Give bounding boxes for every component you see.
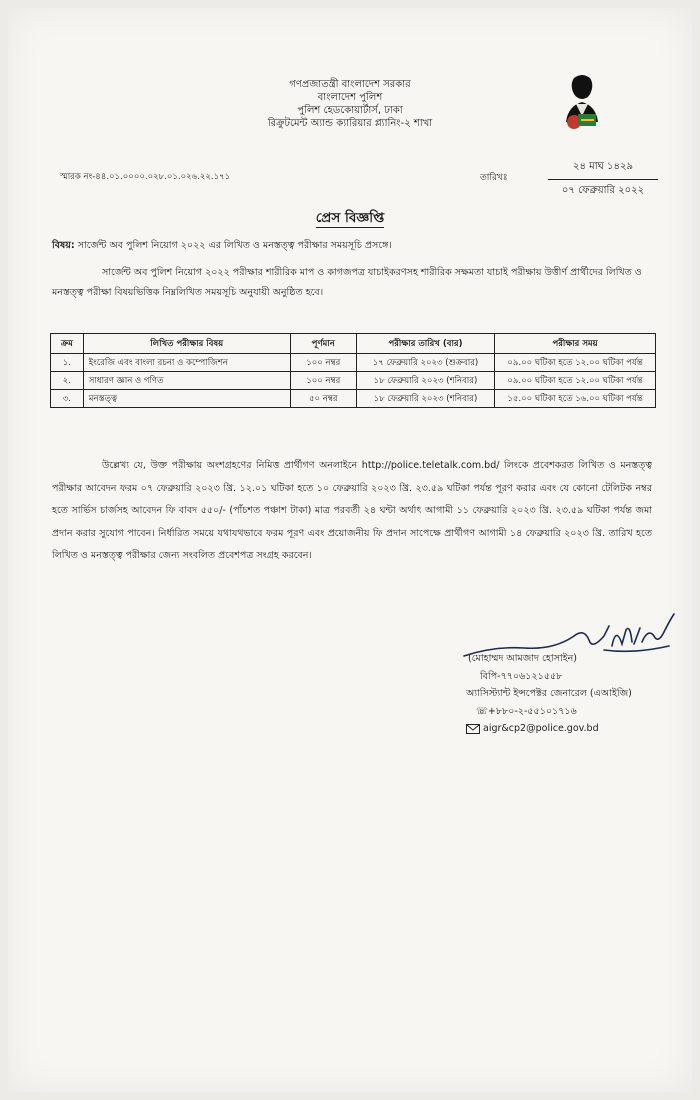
date-english: ০৭ ফেব্রুয়ারি ২০২২ bbox=[561, 185, 645, 196]
cell-serial: ৩. bbox=[51, 390, 84, 408]
signatory-email: aigr&cp2@police.gov.bd bbox=[483, 723, 599, 734]
document-title bbox=[0, 207, 700, 230]
subject-text: সার্জেন্ট অব পুলিশ নিয়োগ ২০২২ এর লিখিত ও মনস্তত্ত্ব পরীক্ষার সময়সূচি প্রসঙ্গে। bbox=[77, 240, 392, 251]
schedule-table bbox=[50, 333, 656, 408]
subject-line bbox=[52, 239, 392, 254]
table-header-row bbox=[51, 334, 656, 354]
cell-date: ১৮ ফেব্রুয়ারি ২০২৩ (শনিবার) bbox=[356, 372, 494, 390]
cell-subject: ইংরেজি এবং বাংলা রচনা ও কম্পোজিশন bbox=[83, 354, 290, 372]
signatory-bp: বিপি-৭৭০৬১২১৫৫৮ bbox=[480, 670, 563, 682]
cell-time: ১৫.০০ ঘটিকা হতে ১৬.০০ ঘটিকা পর্যন্ত bbox=[495, 390, 656, 408]
table-row bbox=[51, 354, 656, 372]
date-block bbox=[548, 156, 658, 203]
header-line-3: পুলিশ হেডকোয়ার্টার্স, ঢাকা bbox=[297, 105, 403, 116]
signatory-name: (মোহাম্মদ আমজাদ হোসাইন) bbox=[468, 653, 577, 664]
portrait-emblem-icon bbox=[552, 70, 610, 132]
signatory-phone: ☏+৮৮০-২-৫৫১০১৭১৬ bbox=[476, 705, 577, 717]
header-line-2: বাংলাদেশ পুলিশ bbox=[317, 92, 383, 103]
cell-marks: ১০০ নম্বর bbox=[290, 354, 356, 372]
cell-serial: ১. bbox=[51, 354, 84, 372]
note-paragraph: উল্লেখ্য যে, উক্ত পরীক্ষায় অংশগ্রহণের নিমিত্ত প্রার্থীগণ অনলাইনে http://police.teletalk.com.bd/ লিংকে প্রবেশকরত লিখিত ও মনস্তত্ত্ব পরীক্ষার আবেদন ফরম ০৭ ফেব্রুয়ারি ২০২৩ খ্রি. ১২.০১ ঘটিকা হতে ১০ ফেব্রুয়ারি ২০২৩ খ্রি. ২৩.৫৯ ঘটিকা পর্যন্ত পূরণ করার এবং যে কোনো টেলিটক নম্বর হতে সার্ভিস চার্জসহ আবেদন ফি বাবদ ৫৫০/- (পাঁচশত পঞ্চাশ টাকা) মাত্র পরবর্তী ২৪ ঘন্টা অর্থাৎ আগামী ১১ ফেব্রুয়ারি ২০২৩ খ্রি. ২৩.৫৯ ঘটিকা পর্যন্ত জমা প্রদান করার সুযোগ পাবেন। নির্ধারিত সময়ে যথাযথভাবে ফরম পূরণ এবং প্রয়োজনীয় ফি প্রদান সাপেক্ষে প্রার্থীগণ আগামী ১৪ ফেব্রুয়ারি ২০২৩ খ্রি. তারিখ হতে লিখিত ও মনস্তত্ত্ব পরীক্ষার জেন্য সংবলিত প্রবেশপত্র সংগ্রহ করবেন। bbox=[52, 460, 652, 561]
cell-date: ১৮ ফেব্রুয়ারি ২০২৩ (শনিবার) bbox=[356, 390, 494, 408]
header-date: পরীক্ষার তারিখ (বার) bbox=[356, 334, 494, 354]
intro-paragraph: সার্জেন্ট অব পুলিশ নিয়োগ ২০২২ পরীক্ষার শারীরিক মাপ ও কাগজপত্র যাচাইকরণসহ শারীরিক সক্ষমতা যাচাই পরীক্ষায় উত্তীর্ণ প্রার্থীদের লিখিত ও মনস্তত্ত্ব পরীক্ষা বিষয়ভিত্তিক নিম্নলিখিত সময়সূচি অনুযায়ী অনুষ্ঠিত হবে। bbox=[52, 267, 642, 298]
header-marks: পূর্ণমান bbox=[290, 334, 356, 354]
table-row bbox=[51, 390, 656, 408]
subject-label: বিষয়: bbox=[52, 240, 75, 251]
signatory-designation: অ্যাসিস্ট্যান্ট ইন্সপেক্টর জেনারেল (এআইজি) bbox=[466, 688, 632, 699]
cell-serial: ২. bbox=[51, 372, 84, 390]
date-bangla: ২৪ মাঘ ১৪২৯ bbox=[548, 156, 658, 180]
header-line-4: রিক্রুটমেন্ট অ্যান্ড ক্যারিয়ার প্ল্যানিং-২ শাখা bbox=[267, 118, 433, 129]
title-text: প্রেস বিজ্ঞপ্তি bbox=[315, 210, 385, 226]
header-time: পরীক্ষার সময় bbox=[495, 334, 656, 354]
cell-time: ০৯.০০ ঘটিকা হতে ১২.০০ ঘটিকা পর্যন্ত bbox=[495, 372, 656, 390]
cell-time: ০৯.০০ ঘটিকা হতে ১২.০০ ঘটিকা পর্যন্ত bbox=[495, 354, 656, 372]
envelope-icon bbox=[466, 724, 480, 734]
cell-marks: ১০০ নম্বর bbox=[290, 372, 356, 390]
date-label: তারিখঃ bbox=[480, 173, 508, 183]
signature-block bbox=[462, 650, 632, 738]
header-line-1: গণপ্রজাতন্ত্রী বাংলাদেশ সরকার bbox=[289, 79, 411, 90]
header-serial: ক্রম bbox=[51, 334, 84, 354]
table-row bbox=[51, 372, 656, 390]
memo-number: স্মারক নং-৪৪.০১.০০০০.০২৮.০১.০২৬.২২.১৭১ bbox=[60, 172, 231, 182]
cell-subject: সাধারণ জ্ঞান ও গণিত bbox=[83, 372, 290, 390]
header-subject: লিখিত পরীক্ষার বিষয় bbox=[83, 334, 290, 354]
cell-subject: মনস্তত্ত্ব bbox=[83, 390, 290, 408]
cell-marks: ৫০ নম্বর bbox=[290, 390, 356, 408]
cell-date: ১৭ ফেব্রুয়ারি ২০২৩ (শুক্রবার) bbox=[356, 354, 494, 372]
